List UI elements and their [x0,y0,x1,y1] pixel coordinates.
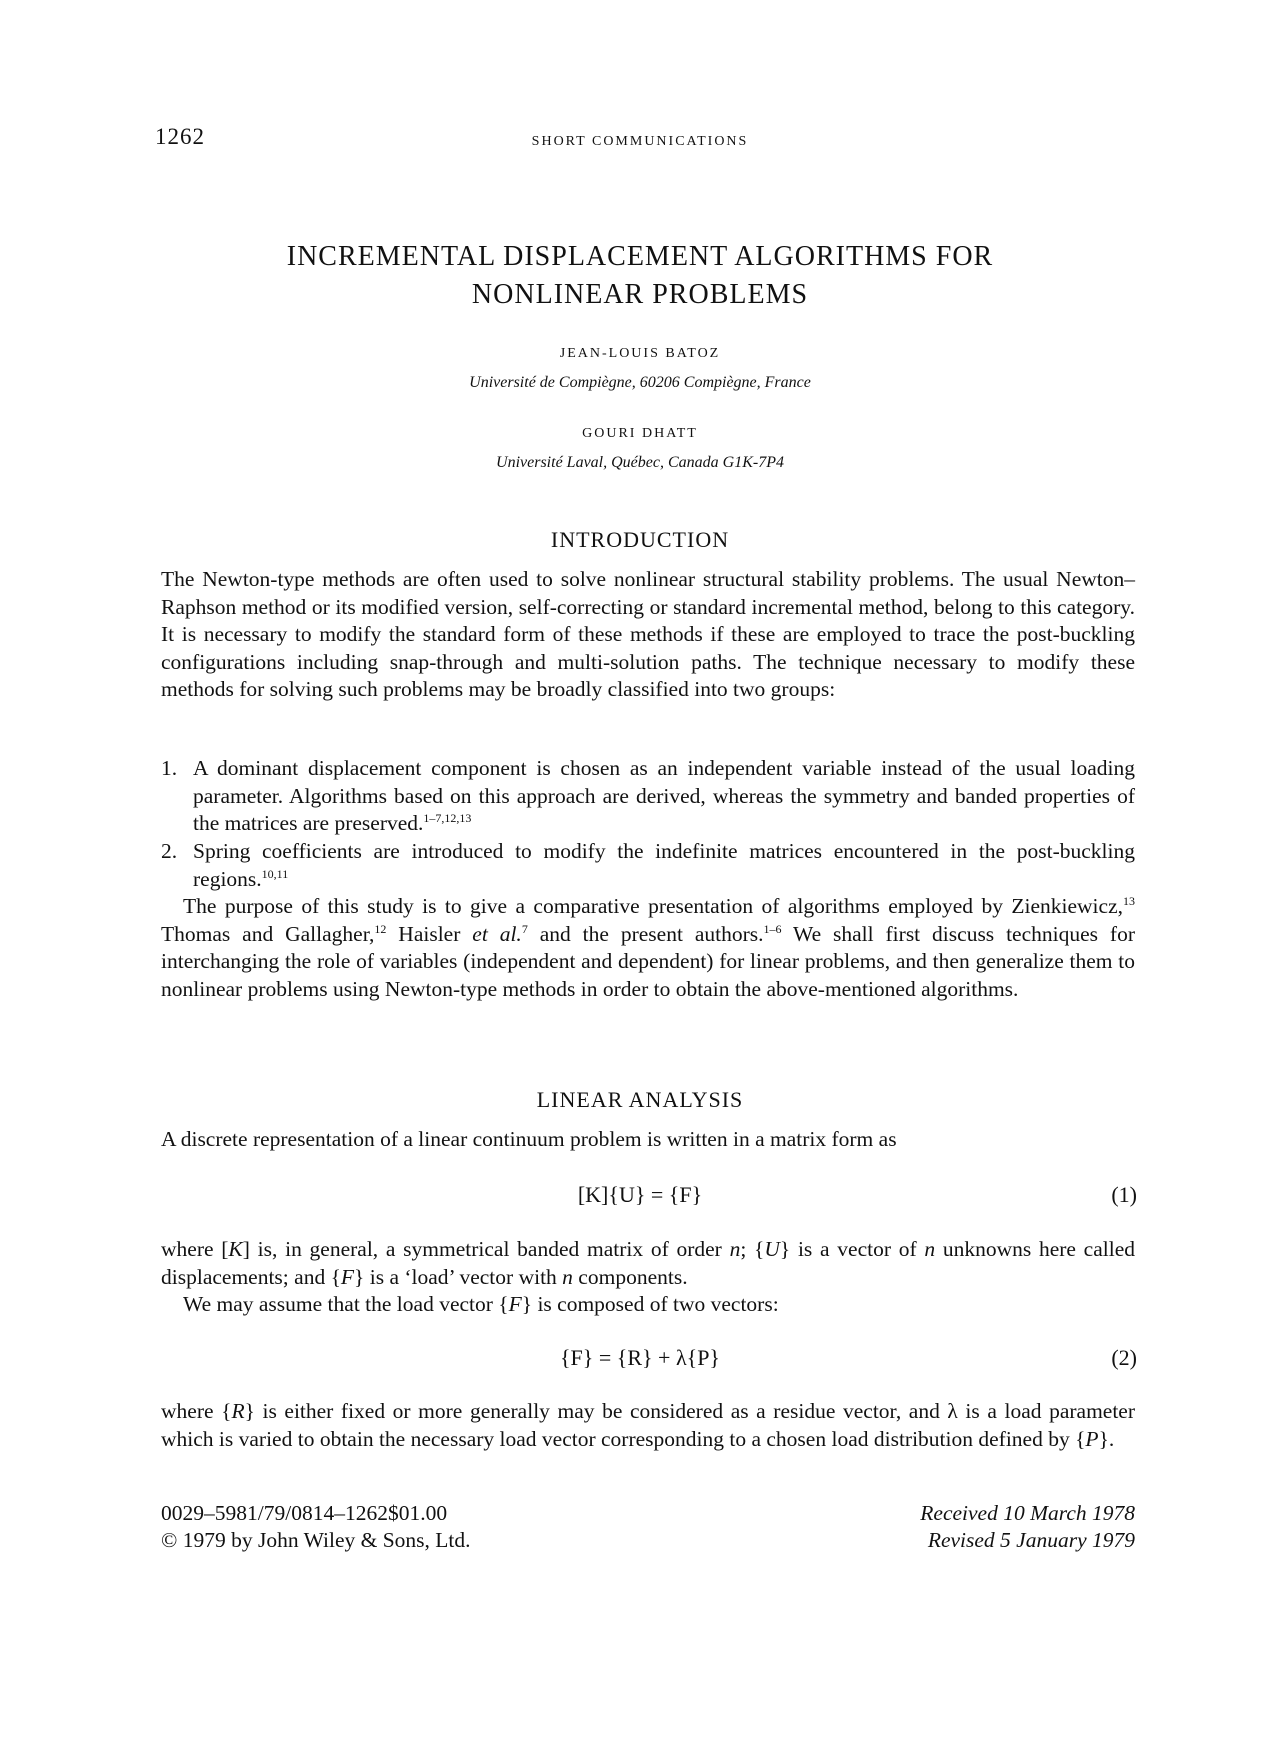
equation-body: {F} = {R} + λ{P} [560,1345,720,1370]
list-text: A dominant displacement component is chosen as an independent variable instead of the usual loading parameter. Algorithms based on this approach are derived, whereas the symmetry and banded properties of the matrices are preserved. [193,756,1135,835]
received-dates [920,1500,1135,1554]
text-run: } is composed of two vectors: [521,1292,779,1316]
author-affiliation-2: Université Laval, Québec, Canada G1K-7P4 [496,454,784,471]
text-run: Haisler [386,921,473,946]
list-item-2 [161,838,1135,893]
math-symbol: F [340,1264,355,1289]
title-line-2: NONLINEAR PROBLEMS [471,279,809,310]
math-symbol: U [764,1237,780,1261]
equation-number: (2) [1111,1345,1137,1370]
linear-paragraph-3 [161,1291,1135,1319]
revised-date: Revised 5 January 1979 [927,1528,1135,1552]
text-run: ] is, in general, a symmetrical banded matrix of order [242,1237,730,1261]
author-name-1: JEAN-LOUIS BATOZ [559,346,721,361]
page-number: 1262 [155,124,205,149]
citation: 1–7,12,13 [423,811,472,825]
received-date: Received 10 March 1978 [920,1501,1135,1525]
text-run: unknowns here called displacements; and { [161,1237,1136,1289]
equation-number: (1) [1111,1182,1137,1207]
math-symbol: n [924,1237,936,1261]
math-symbol: n [729,1237,741,1261]
math-symbol: P [1085,1426,1099,1451]
citation: 13 [1123,894,1135,908]
text-run: ; { [740,1237,765,1261]
math-symbol: R [231,1399,245,1423]
text-run: } is either fixed or more generally may be considered as a residue vector, and λ is a load parameter which is varied to obtain the necessary load vector corresponding to a chosen load distribution defined by { [161,1399,1136,1451]
article-code: 0029–5981/79/0814–1262$01.00 [161,1501,448,1525]
title-line-1: INCREMENTAL DISPLACEMENT ALGORITHMS FOR [286,241,994,272]
section-heading-linear-analysis: LINEAR ANALYSIS [536,1087,744,1112]
text-run-italic: et al. [472,921,522,946]
linear-paragraph-1: A discrete representation of a linear continuum problem is written in a matrix form as [161,1127,897,1151]
author-name-2: GOURI DHATT [582,426,698,441]
running-head: SHORT COMMUNICATIONS [531,134,749,149]
intro-paragraph-2 [161,893,1135,1003]
copyright-notice: © 1979 by John Wiley & Sons, Ltd. [161,1528,471,1552]
text-run: and the present authors. [527,921,764,946]
list-item-1 [161,755,1135,838]
linear-paragraph-4 [161,1398,1135,1453]
article-title [0,238,1280,314]
text-run: We may assume that the load vector { [183,1292,509,1316]
math-symbol: F [508,1292,522,1316]
text-run: } is a ‘load’ vector with [354,1264,563,1289]
equation-body: [K]{U} = {F} [577,1182,703,1207]
intro-paragraph-1: The Newton-type methods are often used to solve nonlinear structural stability problems. The usual Newton–Raphson method or its modified version, self-correcting or standard incremental method, belong to this category. It is necessary to modify the standard form of these methods if these are employed to trace the post-buckling configurations including snap-through and multi-solution paths. The technique necessary to modify these methods for solving such problems may be broadly classified into two groups: [161,567,1135,701]
text-run: components. [572,1264,688,1289]
citation: 10,11 [261,866,289,881]
text-run: Thomas and Gallagher, [161,921,375,946]
citation: 7 [521,921,528,936]
text-run: where [ [161,1237,229,1261]
section-heading-introduction: INTRODUCTION [550,527,730,552]
text-run: The purpose of this study is to give a comparative presentation of algorithms employed by Zienkiewicz, [183,894,1123,918]
math-symbol: n [562,1264,573,1289]
text-run: We shall first discuss techniques for interchanging the role of variables (independent and dependent) for linear problems, and then generalize them to nonlinear problems using Newton-type methods in order to obtain the above-mentioned algorithms. [161,921,1135,1001]
list-number: 2. [161,839,178,863]
author-affiliation-1: Université de Compiègne, 60206 Compiègne, France [469,374,811,391]
list-text: Spring coefficients are introduced to modify the indefinite matrices encountered in the post-buckling regions. [193,839,1135,891]
text-run: }. [1098,1426,1115,1451]
publication-info [161,1500,471,1554]
list-number: 1. [161,756,178,780]
text-run: } is a vector of [779,1237,925,1261]
linear-paragraph-2 [161,1236,1135,1291]
math-symbol: K [228,1237,243,1261]
citation: 12 [374,921,387,936]
citation: 1–6 [763,921,782,936]
text-run: where { [161,1399,232,1423]
